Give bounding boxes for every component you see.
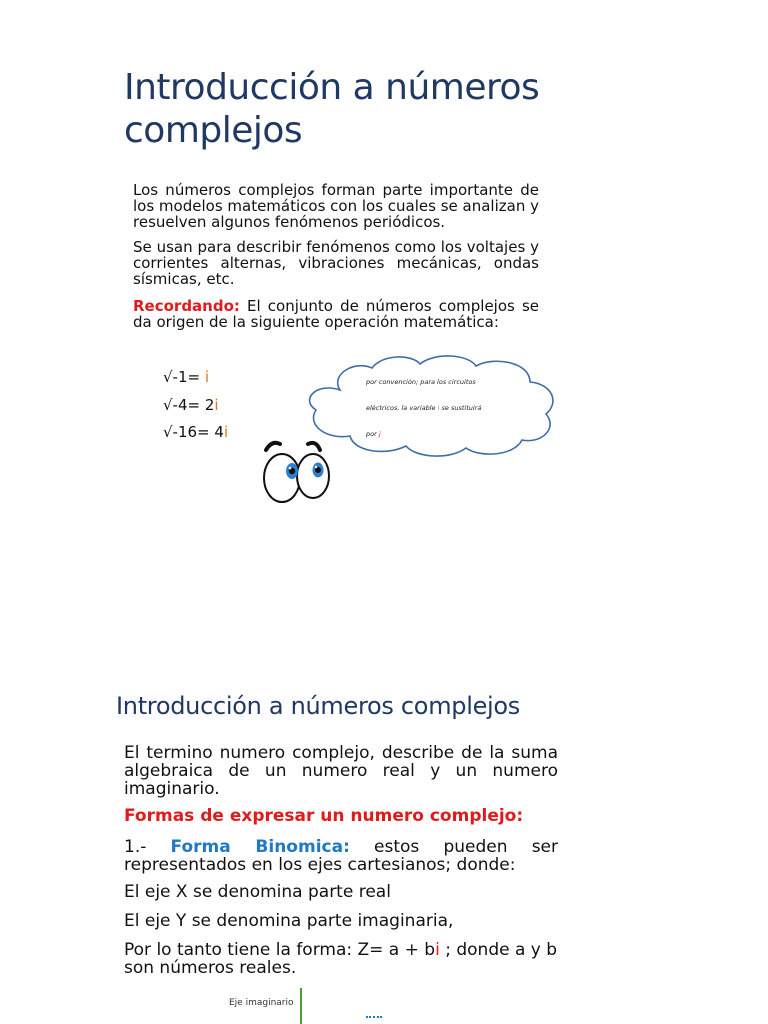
forma-binomica-item: 1.- Forma Binomica: estos pueden ser representados en los ejes cartesianos; donde: <box>124 837 559 875</box>
forma-z-text: Por lo tanto tiene la forma: Z= a + bi ; donde a y b son números reales. <box>124 940 558 978</box>
equation-lhs: √-1= <box>163 368 205 386</box>
cartoon-eyes-icon <box>258 434 334 506</box>
equation-coef: 4 <box>214 423 224 441</box>
equation-lhs: √-4= <box>163 396 205 414</box>
eje-imaginario-label: Eje imaginario <box>229 998 294 1008</box>
slide1-recordando <box>133 298 539 330</box>
slide2-paragraph-1: El termino numero complejo, describe de la suma algebraica de un numero real y un numero imaginario. <box>124 743 558 799</box>
slide1-paragraph-2: Se usan para describir fenómenos como los voltajes y corrientes alternas, vibraciones mecánicas, ondas sísmicas, etc. <box>133 238 539 288</box>
y-axis-line <box>300 988 302 1024</box>
slide1-title: Introducción a números complejos <box>124 67 540 151</box>
slide2-title: Introducción a números complejos <box>116 692 520 720</box>
cloud-line-3: por j <box>366 430 381 438</box>
forms-heading: Formas de expresar un numero complejo: <box>124 806 524 826</box>
equation-row <box>163 423 228 441</box>
partial-label-mark <box>366 1016 382 1021</box>
slide1-paragraph-1: Los números complejos forman parte importante de los modelos matemáticos con los cuales se analizan y resuelven algunos fenómenos periódicos. <box>133 181 539 231</box>
equation-coef: 2 <box>204 396 215 414</box>
recordando-label: Recordando: <box>133 297 240 315</box>
equation-row <box>163 368 209 386</box>
cloud-line-2: eléctricos, la variable i se sustituirá <box>366 404 482 412</box>
cloud-line-1: por convención; para los circuitos <box>366 378 476 386</box>
forma-binomica-label: Forma Binomica: <box>170 837 350 857</box>
equation-unit: i <box>214 396 219 414</box>
equation-unit: i <box>204 368 210 386</box>
eje-x-text: El eje X se denomina parte real <box>124 882 391 902</box>
equation-row <box>163 396 219 414</box>
eje-y-text: El eje Y se denomina parte imaginaria, <box>124 911 454 931</box>
recordando-text: El conjunto de números complejos se da origen de la siguiente operación matemática: <box>133 297 539 331</box>
equation-unit: i <box>223 423 229 441</box>
equation-lhs: √-16= <box>163 423 215 441</box>
